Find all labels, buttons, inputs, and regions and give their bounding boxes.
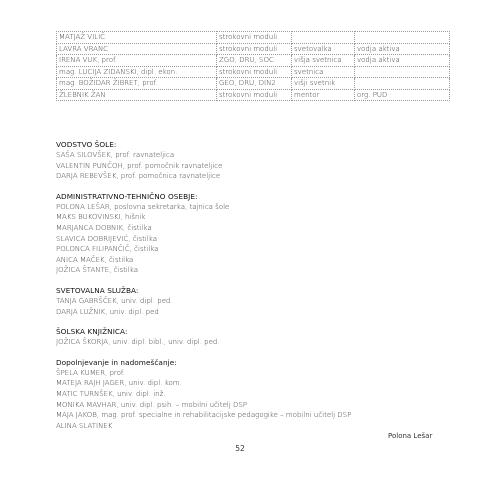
section [56, 140, 456, 182]
table-cell [355, 78, 450, 90]
staff-sections [56, 140, 456, 441]
table-cell: svetovalka [292, 43, 355, 55]
table-cell: mag. BOŽIDAR ŽIBRET, prof. [57, 78, 217, 90]
section-title: VODSTVO ŠOLE: [56, 140, 117, 149]
staff-line: DARJA REBEVŠEK, prof. pomočnica ravnateljice [56, 172, 221, 181]
table-cell: mentor [292, 89, 355, 101]
table-cell [355, 66, 450, 78]
staff-line: SLAVICA DOBRIJEVIĆ, čistilka [56, 234, 157, 243]
table-cell: ŽLEBNIK ŽAN [57, 89, 217, 101]
table-cell: strokovni moduli [217, 32, 292, 44]
table-cell: višja svetnica [292, 55, 355, 67]
table-cell: org. PUD [355, 89, 450, 101]
table-cell: svetnica [292, 66, 355, 78]
staff-line: POLONA LEŠAR, poslovna sekretarka, tajnica šole [56, 202, 230, 211]
table-row [57, 89, 450, 101]
staff-table [56, 31, 450, 101]
section [56, 286, 456, 317]
table-cell [292, 32, 355, 44]
table-cell: MATJAŽ VILIČ [57, 32, 217, 44]
table-cell: strokovni moduli [217, 66, 292, 78]
staff-line: MAJA JAKOB, mag. prof. specialne in rehabilitacijske pedagogike – mobilni učitelj DSP [56, 411, 352, 420]
table-cell: vodja aktiva [355, 55, 450, 67]
section [56, 192, 456, 276]
staff-table-body [57, 32, 450, 101]
section-title: SVETOVALNA SLUŽBA: [56, 285, 139, 295]
section-title: Dopolnjevanje in nadomeščanje: [56, 357, 177, 367]
staff-line: POLONCA FILIPANČIČ, čistilka [56, 245, 159, 254]
table-cell: LAVRA VRANC [57, 43, 217, 55]
staff-line: MARJANCA DOBNIK, čistilka [56, 223, 152, 232]
table-cell: strokovni moduli [217, 43, 292, 55]
staff-line: ALINA SLATINEK [56, 421, 113, 430]
staff-line: TANJA GABRŠČEK, univ. dipl. ped. [56, 296, 173, 305]
table-row [57, 32, 450, 44]
table-cell: ZGO, DRU, SOC [217, 55, 292, 67]
section [56, 327, 456, 348]
staff-line: MAKS BUKOVINSKI, hišnik [56, 213, 146, 222]
section-title: ADMINISTRATIVNO-TEHNIČNO OSEBJE: [56, 191, 198, 201]
staff-line: MATEJA RAJH JAGER, univ. dipl. kom. [56, 379, 182, 388]
staff-line: ANICA MAČEK, čistilka [56, 255, 134, 264]
signature: Polona Lešar [388, 432, 433, 440]
staff-line: DARJA LUŽNIK, univ. dipl. ped. [56, 307, 162, 316]
table-cell: strokovni moduli [217, 89, 292, 101]
table-cell: višji svetnik [292, 78, 355, 90]
table-cell: vodja aktiva [355, 43, 450, 55]
table-cell: mag. LUCIJA ZIDANSKI, dipl. ekon. [57, 66, 217, 78]
staff-line: MONIKA MAVHAR, univ. dipl. psih. – mobilni učitelj DSP [56, 400, 248, 409]
table-cell [355, 32, 450, 44]
table-row [57, 66, 450, 78]
table-cell: GEO, DRU, DIN2 [217, 78, 292, 90]
table-row [57, 43, 450, 55]
page-number: 52 [235, 444, 245, 453]
table-row [57, 78, 450, 90]
staff-line: VALENTIN PUNČOH, prof. pomočnik ravnateljice [56, 161, 223, 170]
table-cell: IRENA VUK, prof. [57, 55, 217, 67]
section [56, 358, 456, 432]
staff-line: SAŠA SILOVŠEK, prof. ravnateljica [56, 151, 175, 159]
staff-line: ŠPELA KUMER, prof. [56, 368, 126, 377]
staff-line: JOŽICA ŠTANTE, čistilka [56, 266, 138, 275]
staff-line: MATIC TURNŠEK, univ. dipl. inž. [56, 389, 166, 398]
section-title: ŠOLSKA KNJIŽNICA: [56, 327, 128, 337]
staff-line: JOŽICA ŠKORJA, univ. dipl. bibl., univ. dipl. ped. [56, 338, 220, 347]
table-row [57, 55, 450, 67]
